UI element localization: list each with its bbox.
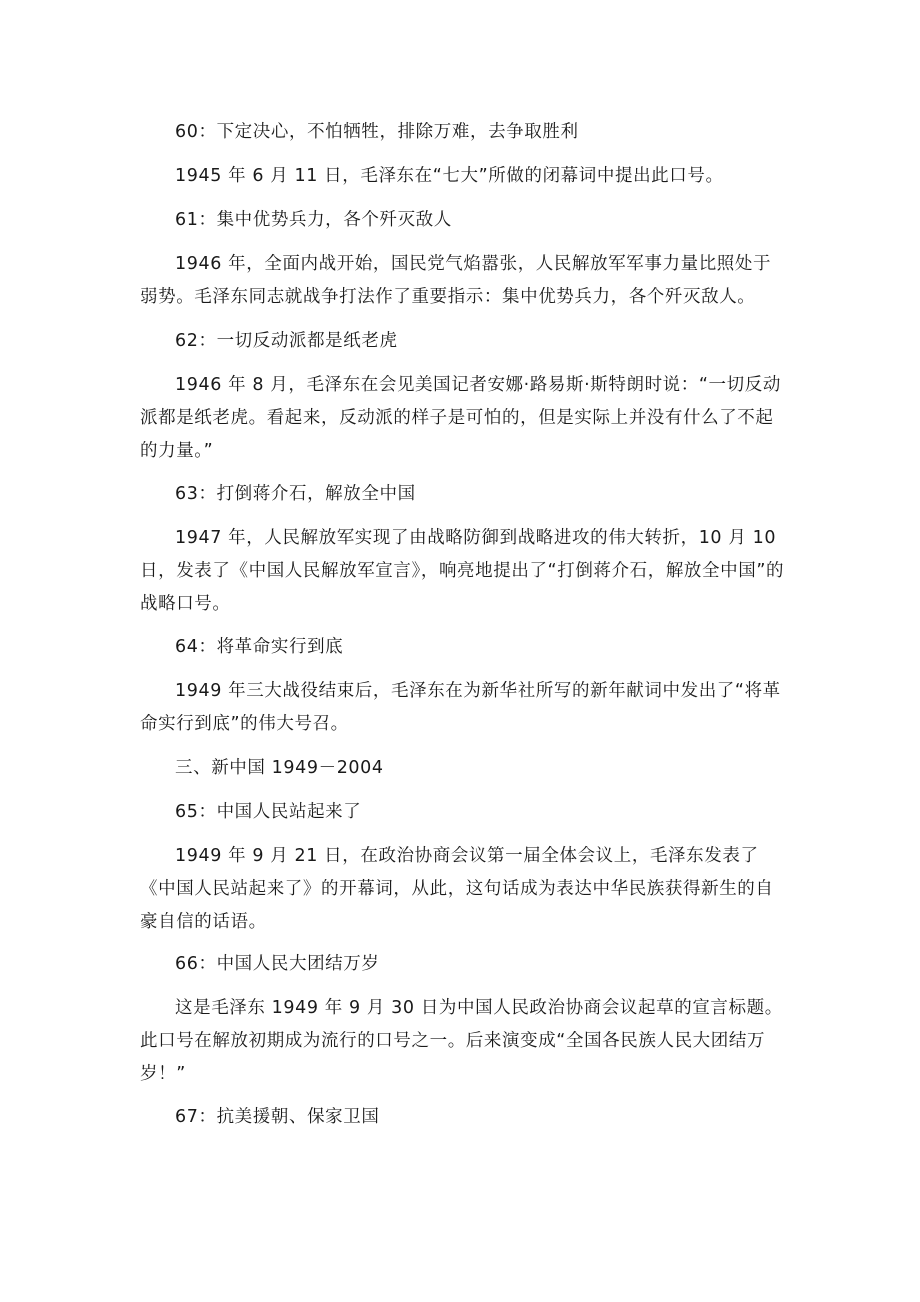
slogan-paragraph-61: 1946 年，全面内战开始，国民党气焰嚣张，人民解放军军事力量比照处于弱势。毛泽东同志就战争打法作了重要指示：集中优势兵力，各个歼灭敌人。: [140, 254, 772, 307]
slogan-heading-62: 62：一切反动派都是纸老虎: [175, 331, 398, 351]
slogan-heading-67: 67：抗美援朝、保家卫国: [175, 1107, 380, 1127]
slogan-paragraph-65: 1949 年 9 月 21 日，在政治协商会议第一届全体会议上，毛泽东发表了《中国人民站起来了》的开幕词，从此，这句话成为表达中华民族获得新生的自豪自信的话语。: [140, 846, 774, 932]
slogan-paragraph-66: 这是毛泽东 1949 年 9 月 30 日为中国人民政治协商会议起草的宣言标题。此口号在解放初期成为流行的口号之一。后来演变成“全国各民族人民大团结万岁！”: [140, 998, 783, 1084]
slogan-heading-61: 61：集中优势兵力，各个歼灭敌人: [175, 210, 452, 230]
section-heading-new-china: 三、新中国 1949－2004: [175, 758, 384, 778]
slogan-heading-60: 60：下定决心，不怕牺牲，排除万难，去争取胜利: [175, 122, 579, 142]
slogan-heading-63: 63：打倒蒋介石，解放全中国: [175, 484, 416, 504]
slogan-paragraph-64: 1949 年三大战役结束后，毛泽东在为新华社所写的新年献词中发出了“将革命实行到底”的伟大号召。: [140, 681, 781, 734]
slogan-heading-64: 64：将革命实行到底: [175, 637, 344, 657]
slogan-heading-66: 66：中国人民大团结万岁: [175, 954, 380, 974]
slogan-paragraph-62: 1946 年 8 月，毛泽东在会见美国记者安娜·路易斯·斯特朗时说：“一切反动派都是纸老虎。看起来，反动派的样子是可怕的，但是实际上并没有什么了不起的力量。”: [140, 375, 781, 461]
slogan-heading-65: 65：中国人民站起来了: [175, 802, 362, 822]
slogan-paragraph-60: 1945 年 6 月 11 日，毛泽东在“七大”所做的闭幕词中提出此口号。: [175, 166, 724, 186]
slogan-paragraph-63: 1947 年，人民解放军实现了由战略防御到战略进攻的伟大转折，10 月 10 日，发表了《中国人民解放军宣言》，响亮地提出了“打倒蒋介石，解放全中国”的战略口号。: [140, 528, 785, 614]
